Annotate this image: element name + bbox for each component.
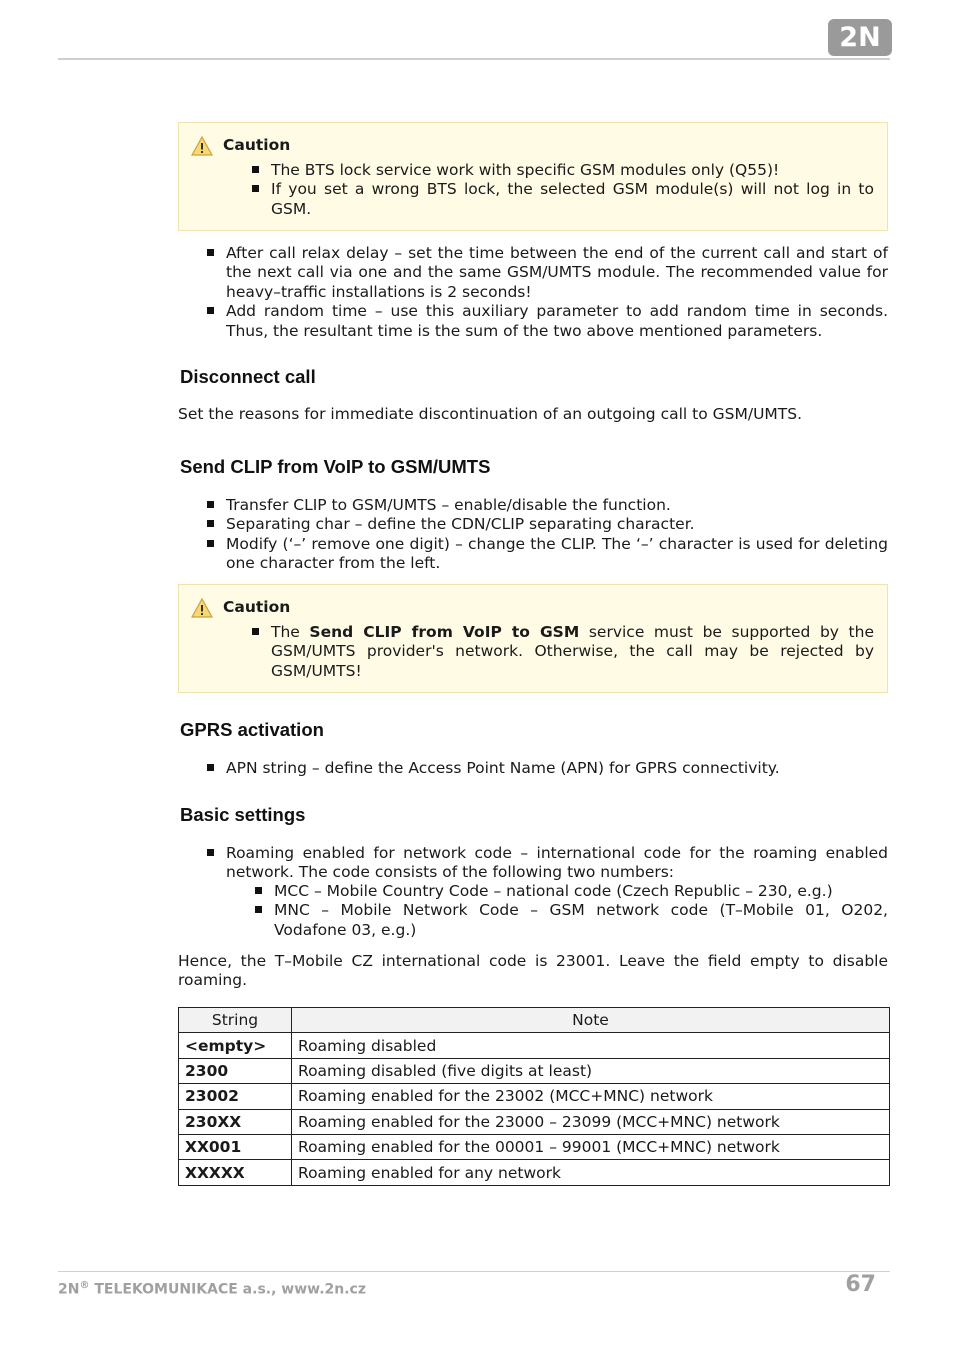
footer-divider [58, 1271, 890, 1272]
table-row [179, 1134, 890, 1159]
table-cell: XXXXX [179, 1160, 292, 1185]
list-item: MCC – Mobile Country Code – national code (Czech Republic – 230, e.g.) [274, 882, 888, 901]
footer-company-text: TELEKOMUNIKACE a.s., www.2n.cz [89, 1281, 366, 1298]
table-row [179, 1084, 890, 1109]
list-item: Transfer CLIP to GSM/UMTS – enable/disable the function. [226, 496, 888, 515]
registered-mark: ® [79, 1280, 90, 1291]
warning-icon [191, 597, 213, 623]
table-row [179, 1033, 890, 1058]
caution-list [271, 623, 874, 681]
table-cell: Roaming disabled (five digits at least) [292, 1058, 890, 1083]
section-heading: Basic settings [180, 804, 306, 825]
bullet-list [226, 496, 888, 574]
bullet-list [226, 844, 888, 883]
table-cell: 2300 [179, 1058, 292, 1083]
table-row [179, 1109, 890, 1134]
caution-title: Caution [223, 598, 291, 616]
list-item: MNC – Mobile Network Code – GSM network code (T–Mobile 01, O202, Vodafone 03, e.g.) [274, 901, 888, 939]
list-item: The BTS lock service work with specific GSM modules only (Q55)! [271, 161, 874, 180]
roaming-table [178, 1007, 890, 1186]
bullet-list [226, 244, 888, 341]
table-cell: Roaming enabled for the 23000 – 23099 (MCC+MNC) network [292, 1109, 890, 1134]
list-item: Roaming enabled for network code – international code for the roaming enabled network. The code consists of the following two numbers: [226, 844, 888, 882]
page-number: 67 [845, 1272, 876, 1297]
paragraph: Set the reasons for immediate discontinuation of an outgoing call to GSM/UMTS. [178, 405, 803, 423]
list-item: Separating char – define the CDN/CLIP separating character. [226, 515, 888, 534]
header-divider [58, 58, 890, 60]
list-item [271, 623, 874, 681]
table-cell: XX001 [179, 1134, 292, 1159]
caution-text-post: service must be supported by the GSM/UMTS provider's network. Otherwise, the call may be rejected by GSM/UMTS! [271, 623, 874, 680]
table-cell: 23002 [179, 1084, 292, 1109]
table-header-row [179, 1008, 890, 1033]
caution-text-pre: The [271, 623, 310, 641]
table-header: Note [292, 1008, 890, 1033]
warning-icon [191, 135, 213, 161]
list-item: APN string – define the Access Point Name (APN) for GPRS connectivity. [226, 759, 888, 778]
table-cell: Roaming enabled for the 00001 – 99001 (MCC+MNC) network [292, 1134, 890, 1159]
caution-box [178, 122, 888, 231]
2n-logo: 2N [828, 19, 892, 56]
caution-title: Caution [223, 136, 291, 154]
bullet-list [226, 759, 888, 778]
list-item: If you set a wrong BTS lock, the selected GSM module(s) will not log in to GSM. [271, 180, 874, 218]
footer-company [58, 1280, 366, 1298]
section-heading: GPRS activation [180, 719, 324, 740]
table-cell: Roaming enabled for any network [292, 1160, 890, 1185]
caution-list [271, 161, 874, 219]
table-cell: Roaming enabled for the 23002 (MCC+MNC) network [292, 1084, 890, 1109]
section-heading: Send CLIP from VoIP to GSM/UMTS [180, 456, 491, 477]
section-heading: Disconnect call [180, 366, 316, 387]
list-item: After call relax delay – set the time between the end of the current call and start of the next call via one and the same GSM/UMTS module. The recommended value for heavy–traffic installations is 2 seconds! [226, 244, 888, 301]
table-cell: 230XX [179, 1109, 292, 1134]
sub-bullet-list [274, 882, 888, 940]
list-item: Modify (‘–’ remove one digit) – change the CLIP. The ‘–’ character is used for deleting one character from the left. [226, 534, 888, 573]
list-item: Add random time – use this auxiliary parameter to add random time in seconds. Thus, the resultant time is the sum of the two above mentioned parameters. [226, 302, 888, 340]
paragraph: Hence, the T–Mobile CZ international code is 23001. Leave the field empty to disable roaming. [178, 952, 888, 990]
table-cell: <empty> [179, 1033, 292, 1058]
caution-text-bold: Send CLIP from VoIP to GSM [309, 623, 580, 641]
table-row [179, 1160, 890, 1185]
table-cell: Roaming disabled [292, 1033, 890, 1058]
footer-brand: 2N [58, 1281, 80, 1298]
table-row [179, 1058, 890, 1083]
table-header: String [179, 1008, 292, 1033]
caution-box [178, 584, 888, 693]
